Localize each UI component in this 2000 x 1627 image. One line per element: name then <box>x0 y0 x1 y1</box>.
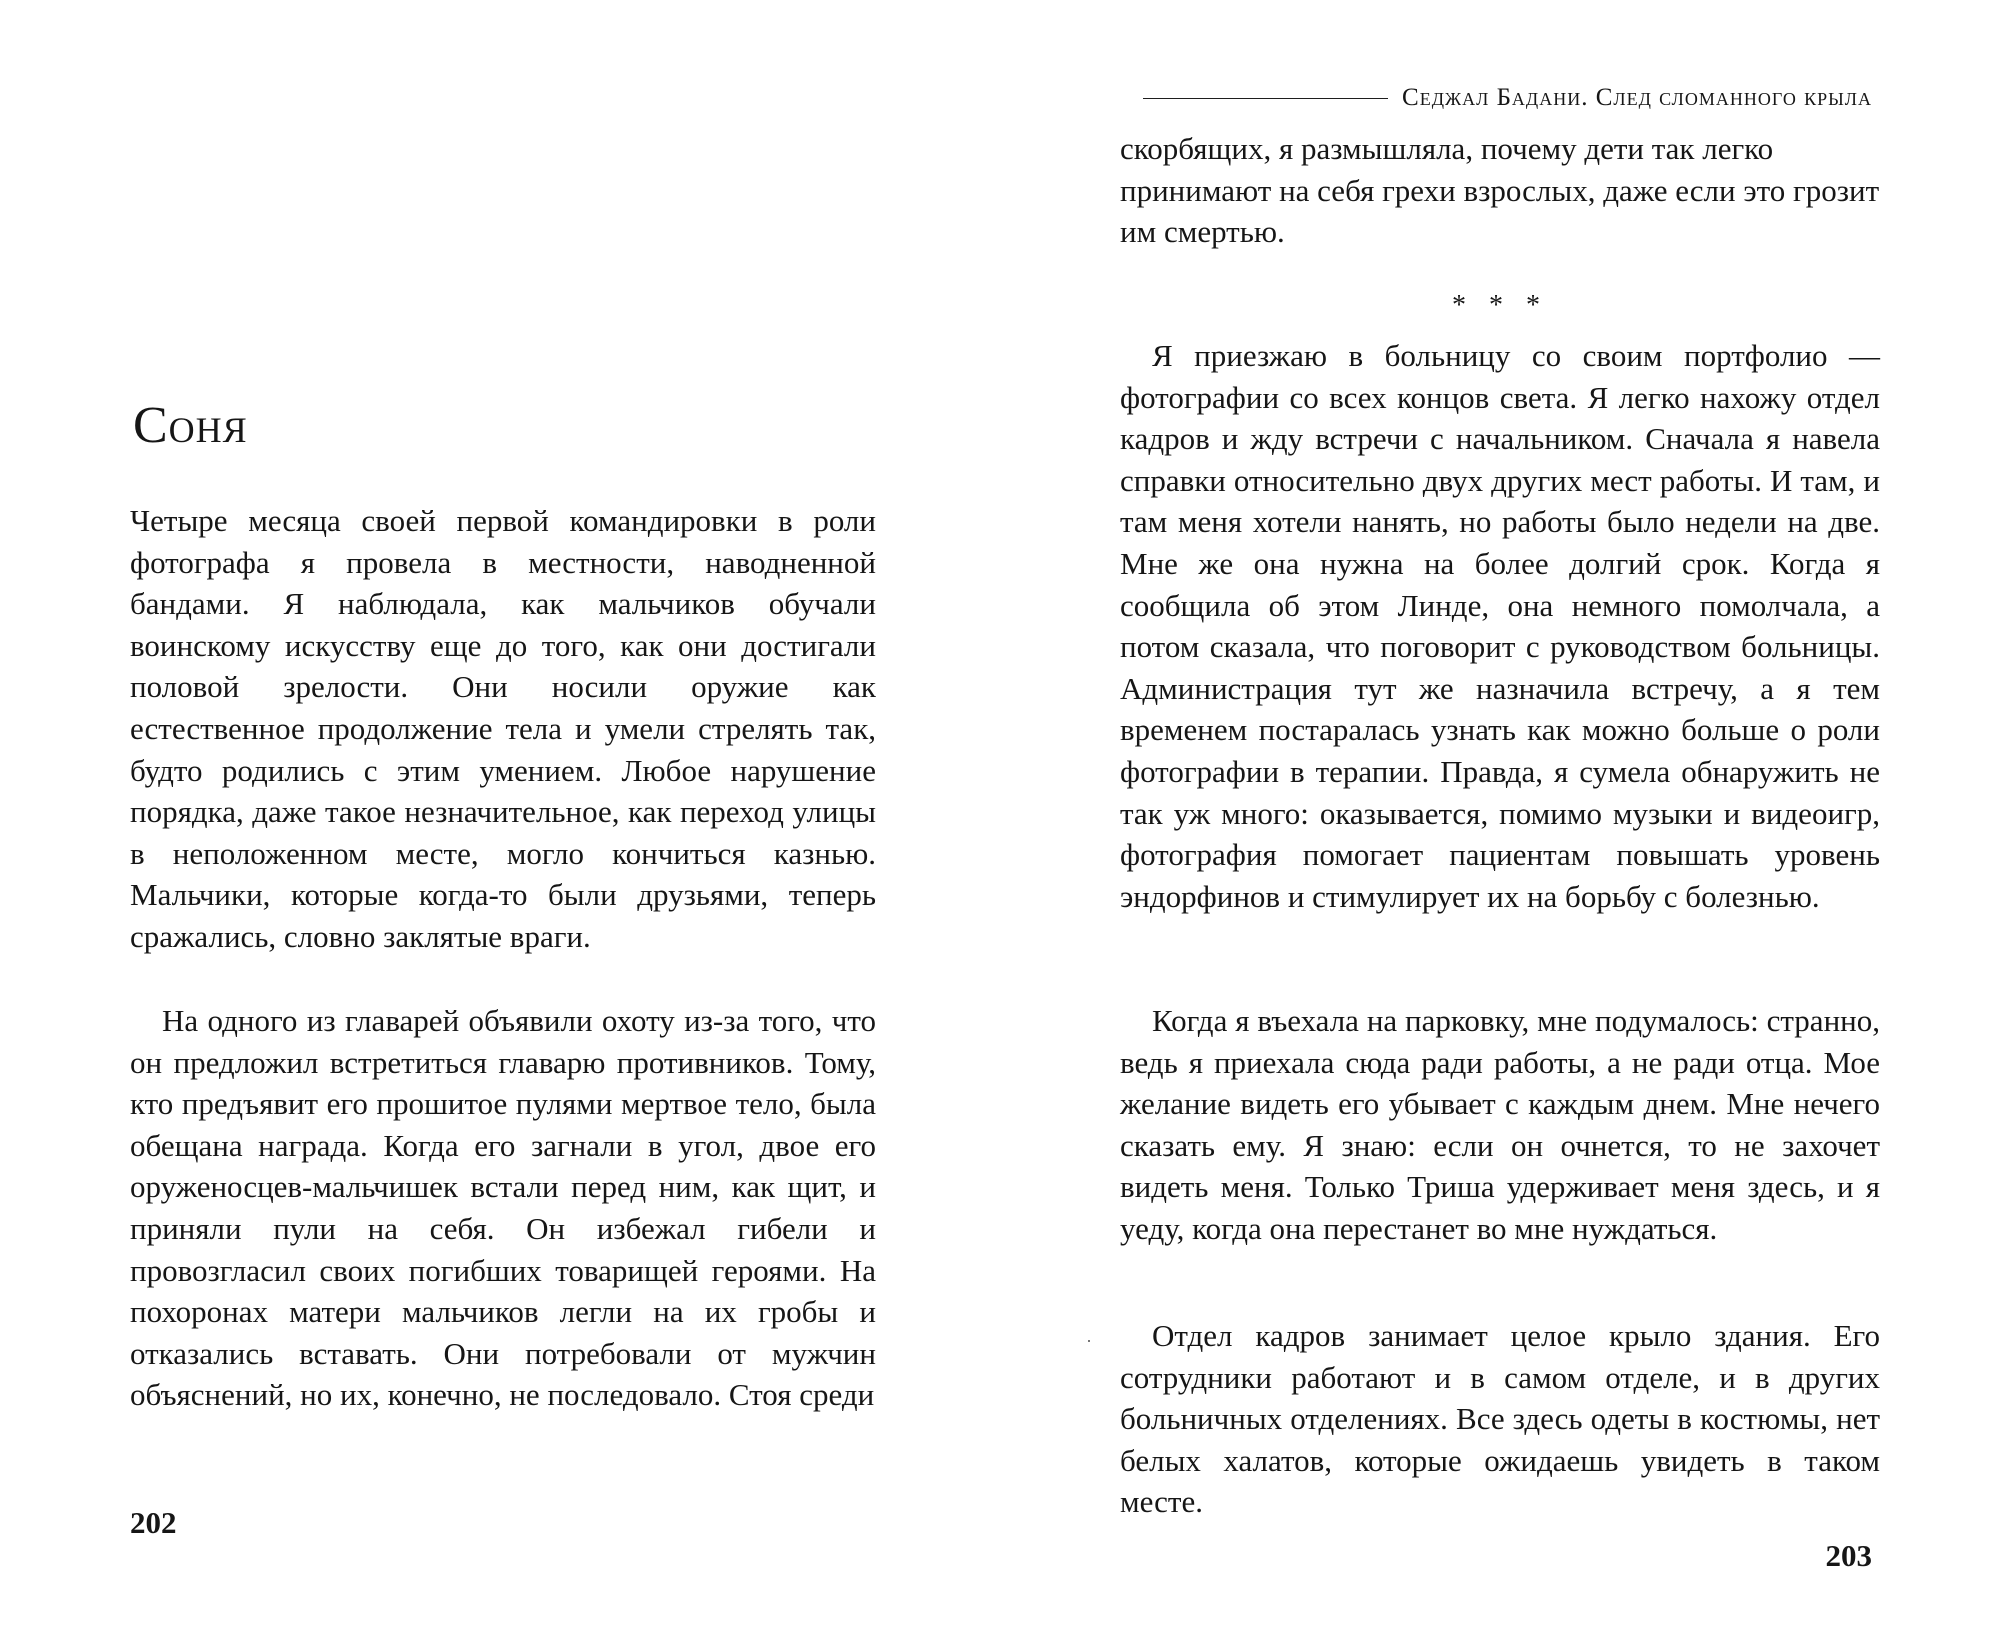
section-break: * * * <box>1452 290 1548 321</box>
right-paragraph-3: Отдел кадров занимает целое крыло здания. Его сотрудники работают и в самом отделе, и в других больничных отделениях. Все здесь одеты в костюмы, нет белых халатов, которые ожидаешь увидеть в таком месте. <box>1120 1318 1880 1520</box>
running-head-text: Седжал Бадани. След сломанного крыла <box>1402 84 1872 111</box>
right-paragraph-2: Когда я въехала на парковку, мне подумалось: странно, ведь я приехала сюда ради работы, а не ради отца. Мое желание видеть его убывает с каждым днем. Мне нечего сказать ему. Я знаю: если он очнется, то не захочет видеть меня. Только Триша удерживает меня здесь, и я уеду, когда она перестанет во мне нуждаться. <box>1120 1003 1880 1246</box>
page-number-right: 203 <box>1825 1538 1872 1573</box>
continuation-paragraph: скорбящих, я размышляла, почему дети так легко принимают на себя грехи взрослых, даже если это грозит им смертью. <box>1120 131 1880 250</box>
left-paragraph-1: Четыре месяца своей первой командировки в роли фотографа я провела в местности, наводненной бандами. Я наблюдала, как мальчиков обучали воинскому искусству еще до того, как они достигали половой зрелости. Они носили оружие как естественное продолжение тела и умели стрелять так, будто родились с этим умением. Любое нарушение порядка, даже такое незначительное, как переход улицы в неположенном месте, могло кончиться казнью. Мальчики, которые когда-то были друзьями, теперь сражались, словно заклятые враги. <box>130 503 876 954</box>
running-head <box>1143 80 1872 116</box>
page-number-left: 202 <box>130 1505 177 1540</box>
chapter-title: Соня <box>133 397 248 454</box>
running-head-rule <box>1143 98 1388 99</box>
left-paragraph-2: На одного из главарей объявили охоту из-за того, что он предложил встретиться главарю противников. Тому, кто предъявит его прошитое пулями мертвое тело, была обещана награда. Когда его загнали в угол, двое его оруженосцев-мальчишек встали перед ним, как щит, и приняли пули на себя. Он избежал гибели и провозгласил своих погибших товарищей героями. На похоронах матери мальчиков легли на их гробы и отказались вставать. Они потребовали от мужчин объяснений, но их, конечно, не последовало. Стоя среди <box>130 1003 876 1413</box>
right-page <box>1000 0 2000 1627</box>
right-paragraph-1: Я приезжаю в больницу со своим портфолио — фотографии со всех концов света. Я легко нахожу отдел кадров и жду встречи с начальником. Сначала я навела справки относительно двух других мест работы. И там, и там меня хотели нанять, но работы было недели на две. Мне же она нужна на более долгий срок. Когда я сообщила об этом Линде, она немного помолчала, а потом сказала, что поговорит с руководством больницы. Администрация тут же назначила встречу, а я тем временем постаралась узнать как можно больше о роли фотографии в терапии. Правда, я сумела обнаружить не так уж много: оказывается, помимо музыки и видеоигр, фотография помогает пациентам повышать уровень эндорфинов и стимулирует их на борьбу с болезнью. <box>1120 338 1880 914</box>
